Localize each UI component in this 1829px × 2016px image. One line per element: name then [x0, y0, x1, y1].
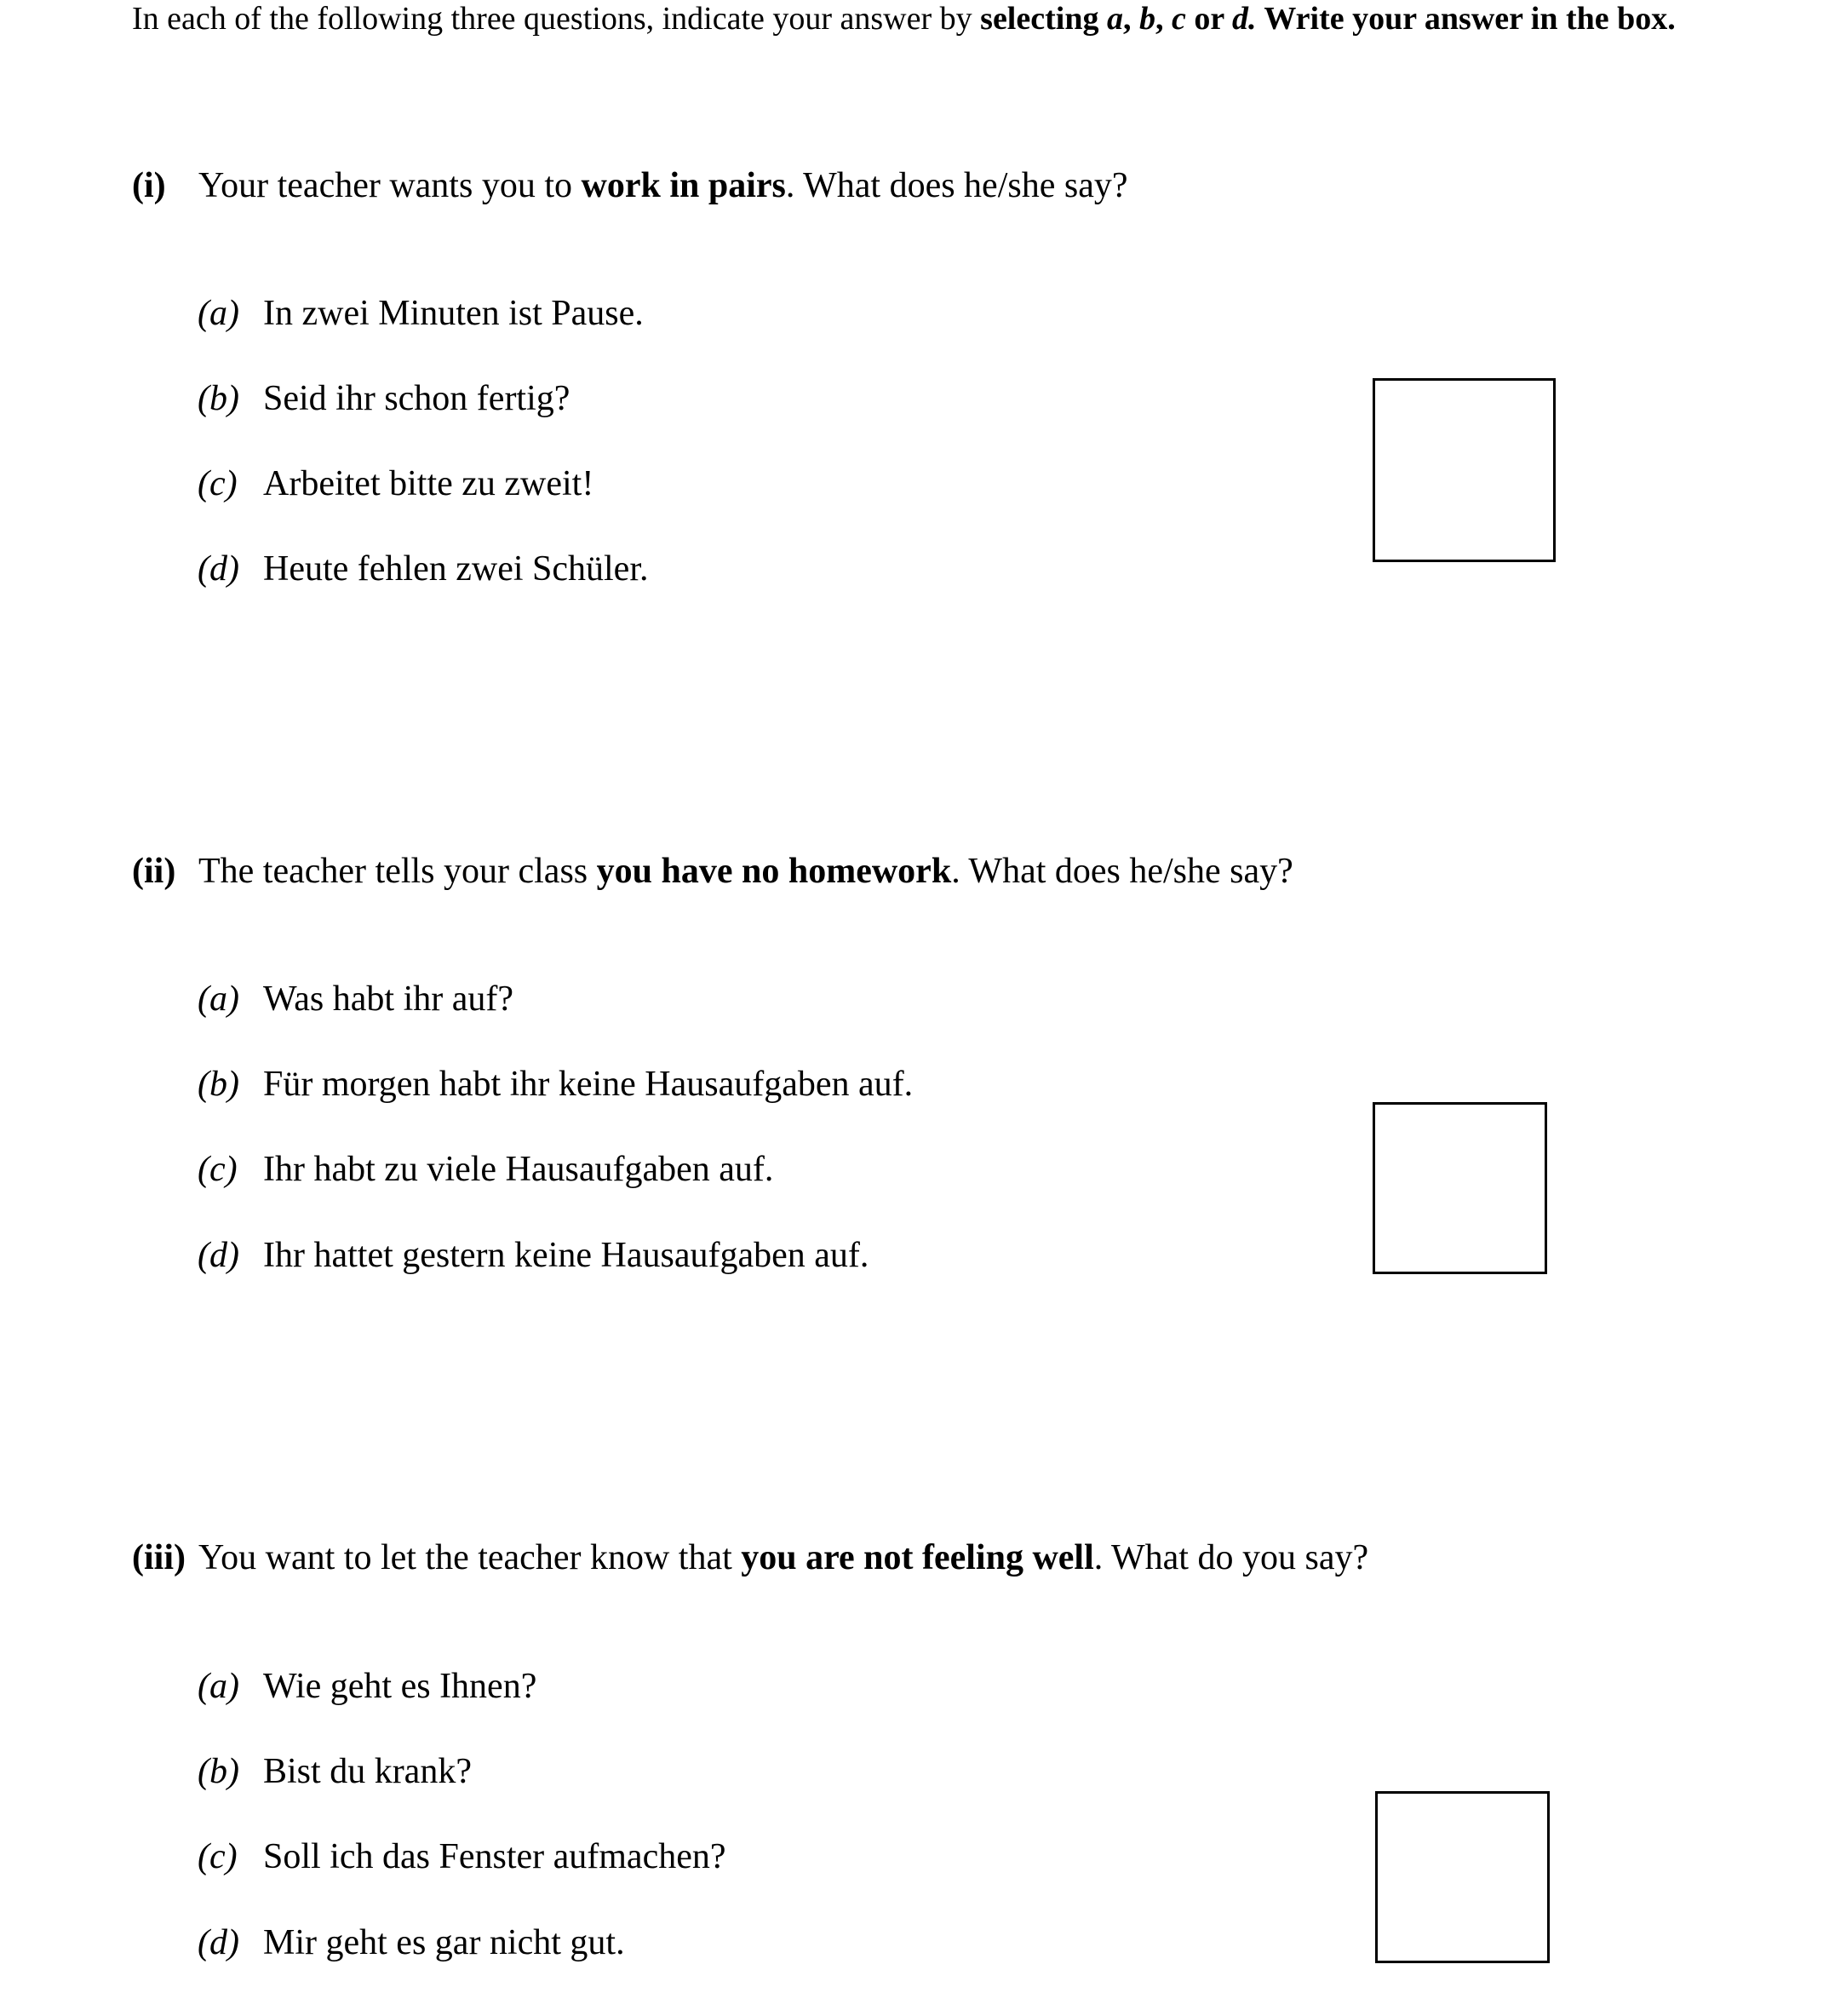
option-text: In zwei Minuten ist Pause. — [263, 294, 644, 333]
option-text: Arbeitet bitte zu zweit! — [263, 464, 594, 503]
instructions-letter-c: c — [1171, 1, 1186, 37]
question-number: (i) — [132, 166, 166, 205]
option-letter: (c) — [198, 464, 238, 503]
question-number: (ii) — [132, 852, 176, 891]
option-letter: (c) — [198, 1837, 238, 1876]
option-text: Soll ich das Fenster aufmachen? — [263, 1837, 726, 1876]
option-text: Seid ihr schon fertig? — [263, 379, 570, 418]
question-3-answer-box[interactable] — [1375, 1791, 1550, 1963]
question-3-option-a — [198, 1665, 536, 1708]
instructions-text: In each of the following three questions, indicate your answer by — [132, 1, 981, 37]
question-2-option-b — [198, 1063, 913, 1106]
question-text: The teacher tells your class — [198, 852, 597, 891]
instructions-letter-b: b — [1138, 1, 1155, 37]
option-text: Wie geht es Ihnen? — [263, 1667, 537, 1706]
instructions-write-answer: Write your answer in the box. — [1256, 1, 1676, 37]
option-letter: (a) — [198, 979, 239, 1019]
option-text: Ihr habt zu viele Hausaufgaben auf. — [263, 1150, 774, 1189]
option-letter: (b) — [198, 1065, 239, 1104]
question-3-option-d — [198, 1921, 625, 1964]
question-number: (iii) — [132, 1538, 186, 1577]
question-1-option-a — [198, 292, 644, 335]
question-text-end: . What does he/she say? — [951, 852, 1293, 891]
question-keyword: you are not feeling well — [741, 1538, 1094, 1577]
option-text: Heute fehlen zwei Schüler. — [263, 549, 649, 589]
question-keyword: you have no homework — [596, 852, 952, 891]
option-text: Was habt ihr auf? — [263, 979, 513, 1019]
instructions-comma-1: , — [1122, 1, 1139, 37]
question-text: Your teacher wants you to — [198, 166, 582, 205]
question-1-option-d — [198, 548, 648, 590]
option-letter: (c) — [198, 1150, 238, 1189]
option-letter: (d) — [198, 1236, 239, 1275]
question-text-end: . What do you say? — [1093, 1538, 1369, 1577]
question-keyword: work in pairs — [581, 166, 786, 205]
question-1-option-c — [198, 462, 593, 505]
instructions-or: or — [1185, 1, 1233, 37]
question-1-answer-box[interactable] — [1373, 378, 1556, 562]
question-2-option-d — [198, 1234, 869, 1277]
instructions-selecting: selecting — [980, 1, 1107, 37]
option-letter: (b) — [198, 379, 239, 418]
question-3-option-c — [198, 1835, 726, 1878]
option-text: Ihr hattet gestern keine Hausaufgaben auf. — [263, 1236, 869, 1275]
question-2-answer-box[interactable] — [1373, 1102, 1547, 1274]
option-text: Mir geht es gar nicht gut. — [263, 1923, 625, 1962]
question-2-prompt — [132, 850, 1293, 893]
question-3-option-b — [198, 1750, 472, 1793]
option-letter: (b) — [198, 1752, 239, 1791]
instructions — [132, 0, 1716, 38]
question-1-option-b — [198, 377, 570, 420]
option-letter: (d) — [198, 549, 239, 589]
option-text: Bist du krank? — [263, 1752, 472, 1791]
option-letter: (a) — [198, 294, 239, 333]
instructions-letter-d: d. — [1232, 1, 1257, 37]
option-letter: (d) — [198, 1923, 239, 1962]
question-2-option-a — [198, 978, 513, 1020]
question-text: You want to let the teacher know that — [198, 1538, 742, 1577]
question-2-option-c — [198, 1148, 773, 1191]
instructions-comma-2: , — [1155, 1, 1172, 37]
question-text-end: . What does he/she say? — [785, 166, 1128, 205]
question-3-prompt — [132, 1536, 1368, 1579]
option-text: Für morgen habt ihr keine Hausaufgaben auf. — [263, 1065, 914, 1104]
option-letter: (a) — [198, 1667, 239, 1706]
question-1-prompt — [132, 164, 1127, 207]
instructions-letter-a: a — [1106, 1, 1123, 37]
